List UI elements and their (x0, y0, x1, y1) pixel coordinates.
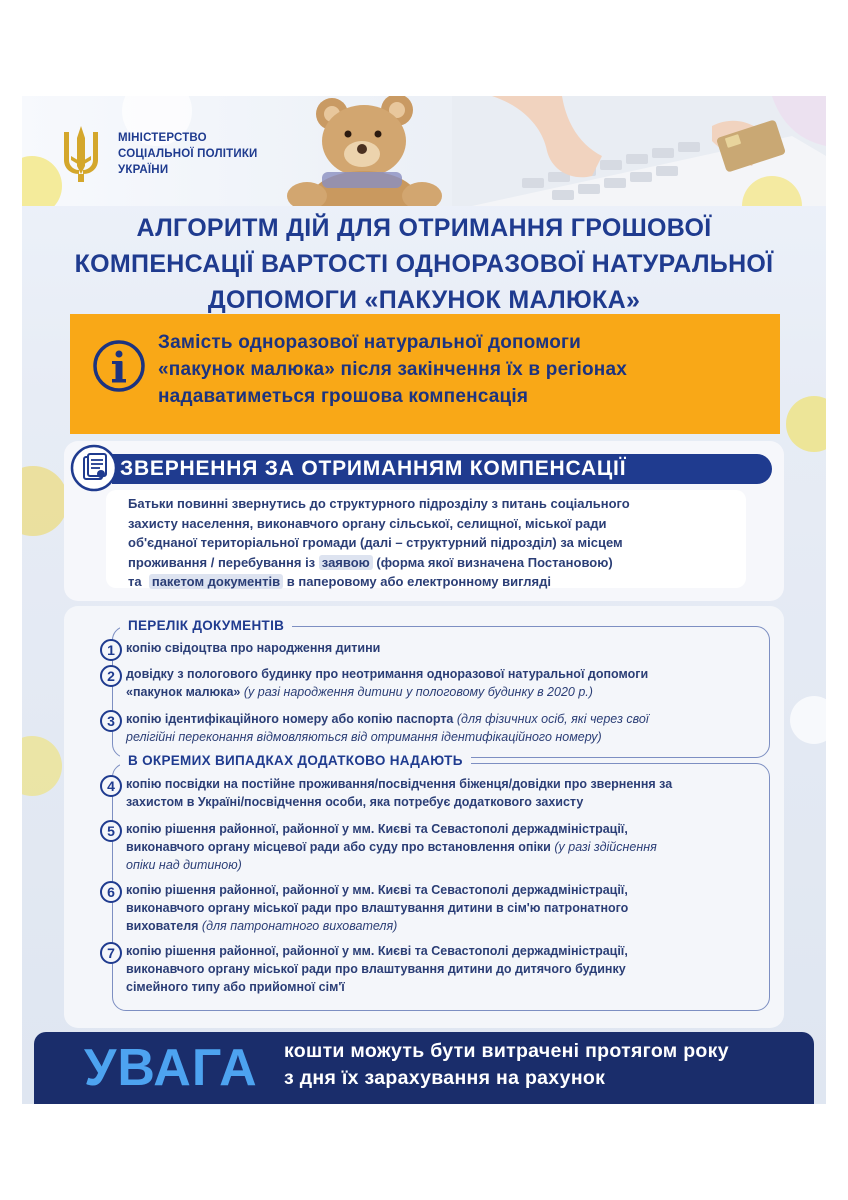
item-line: копію посвідки на постійне проживання/посвідчення біженця/довідки про звернення за (126, 777, 673, 791)
ministry-line: УКРАЇНИ (118, 164, 169, 176)
coat-of-arms-icon (58, 122, 104, 186)
warning-text (284, 1038, 804, 1092)
appeal-line: об'єднаної територіальної громади (далі – структурний підрозділ) за місцем (128, 535, 623, 550)
document-item (126, 665, 766, 701)
title-line: АЛГОРИТМ ДІЙ ДЛЯ ОТРИМАННЯ ГРОШОВОЇ (136, 214, 712, 242)
extra-item (126, 881, 766, 935)
item-note: (для патронатного вихователя) (201, 919, 398, 933)
appeal-text-fragment: проживання / перебування із (128, 554, 316, 570)
ministry-line: МІНІСТЕРСТВО (118, 132, 207, 144)
item-line (126, 917, 766, 935)
documents-package-highlight: пакетом документів (149, 574, 283, 589)
appeal-text-fragment: в паперовому або електронному вигляді (286, 574, 551, 589)
item-line: копію рішення районної, районної у мм. Києві та Севастополі держадміністрації, (126, 883, 628, 897)
item-line: копію свідоцтва про народження дитини (126, 641, 381, 655)
document-item (126, 710, 766, 746)
info-message (158, 329, 768, 410)
item-number: 6 (100, 881, 122, 903)
appeal-line (128, 553, 768, 573)
item-line (126, 838, 766, 856)
item-line (126, 710, 766, 728)
bokeh-decoration (786, 396, 826, 452)
document-item (126, 639, 766, 657)
appeal-text-fragment: (форма якої визначена Постановою) (376, 554, 613, 570)
extra-item (126, 820, 766, 874)
page-title (22, 206, 826, 318)
item-number: 2 (100, 665, 122, 687)
extra-documents-title: В ОКРЕМИХ ВИПАДКАХ ДОДАТКОВО НАДАЮТЬ (120, 751, 471, 771)
item-line: копію рішення районної, районної у мм. Києві та Севастополі держадміністрації, (126, 944, 628, 958)
appeal-line: Батьки повинні звернутись до структурного підрозділу з питань соціального (128, 496, 630, 511)
title-line: ДОПОМОГИ «ПАКУНОК МАЛЮКА» (207, 286, 641, 314)
item-number: 7 (100, 942, 122, 964)
item-number: 3 (100, 710, 122, 732)
item-line: сімейного типу або прийомної сім'ї (126, 980, 345, 994)
title-line: КОМПЕНСАЦІЇ ВАРТОСТІ ОДНОРАЗОВОЇ НАТУРАЛЬНОЇ (74, 250, 774, 278)
ministry-name (118, 130, 308, 178)
info-line: надаватиметься грошова компенсація (158, 386, 529, 407)
appeal-text (128, 494, 768, 592)
ministry-line: СОЦІАЛЬНОЇ ПОЛІТИКИ (118, 148, 258, 160)
item-note: (для фізичних осіб, які через свої (456, 712, 649, 726)
item-line: копію рішення районної, районної у мм. Києві та Севастополі держадміністрації, (126, 822, 628, 836)
header-banner (22, 96, 826, 206)
item-text: копію ідентифікаційного номеру або копію паспорта (126, 712, 454, 726)
item-note: (у разі здійснення (554, 840, 657, 854)
info-line: «пакунок малюка» після закінчення їх в регіонах (158, 359, 627, 380)
item-line: захистом в Україні/посвідчення особи, яка потребує додаткового захисту (126, 795, 584, 809)
bokeh-decoration (22, 466, 68, 536)
warning-line: з дня їх зарахування на рахунок (284, 1067, 606, 1089)
info-line: Замість одноразової натуральної допомоги (158, 332, 582, 353)
appeal-line: захисту населення, виконавчого органу сільської, селищної, міської ради (128, 515, 607, 531)
bokeh-decoration (22, 156, 62, 206)
bokeh-decoration (22, 736, 62, 796)
item-text: виконавчого органу місцевої ради або суду про встановлення опіки (126, 840, 551, 854)
extra-item (126, 775, 766, 811)
bokeh-decoration (790, 696, 826, 744)
item-number: 4 (100, 775, 122, 797)
document-icon (70, 444, 118, 492)
application-highlight: заявою (319, 555, 373, 570)
warning-line: кошти можуть бути витрачені протягом року (284, 1040, 729, 1062)
item-line: довідку з пологового будинку про неотримання одноразової натуральної допомоги (126, 667, 649, 681)
appeal-text-fragment: та (128, 574, 142, 589)
poster (22, 96, 826, 1104)
item-text: вихователя (126, 919, 199, 933)
extra-item (126, 942, 766, 996)
documents-title: ПЕРЕЛІК ДОКУМЕНТІВ (120, 616, 292, 636)
appeal-line (128, 572, 768, 592)
item-note: опіки над дитиною) (126, 858, 242, 872)
item-line: виконавчого органу міської ради про влаштування дитини до дитячого будинку (126, 962, 626, 976)
item-line: виконавчого органу міської ради про влаштування дитини в сім'ю патронатного (126, 901, 629, 915)
item-line (126, 683, 766, 701)
item-text: «пакунок малюка» (126, 685, 241, 699)
info-icon (92, 339, 146, 393)
item-note: релігійні переконання відмовляються від отримання ідентифікаційного номеру) (126, 730, 602, 744)
item-number: 5 (100, 820, 122, 842)
appeal-title: ЗВЕРНЕННЯ ЗА ОТРИМАННЯМ КОМПЕНСАЦІЇ (120, 457, 627, 480)
item-note: (у разі народження дитини у пологовому будинку в 2020 р.) (243, 685, 593, 699)
item-number: 1 (100, 639, 122, 661)
warning-label: УВАГА (84, 1039, 258, 1097)
